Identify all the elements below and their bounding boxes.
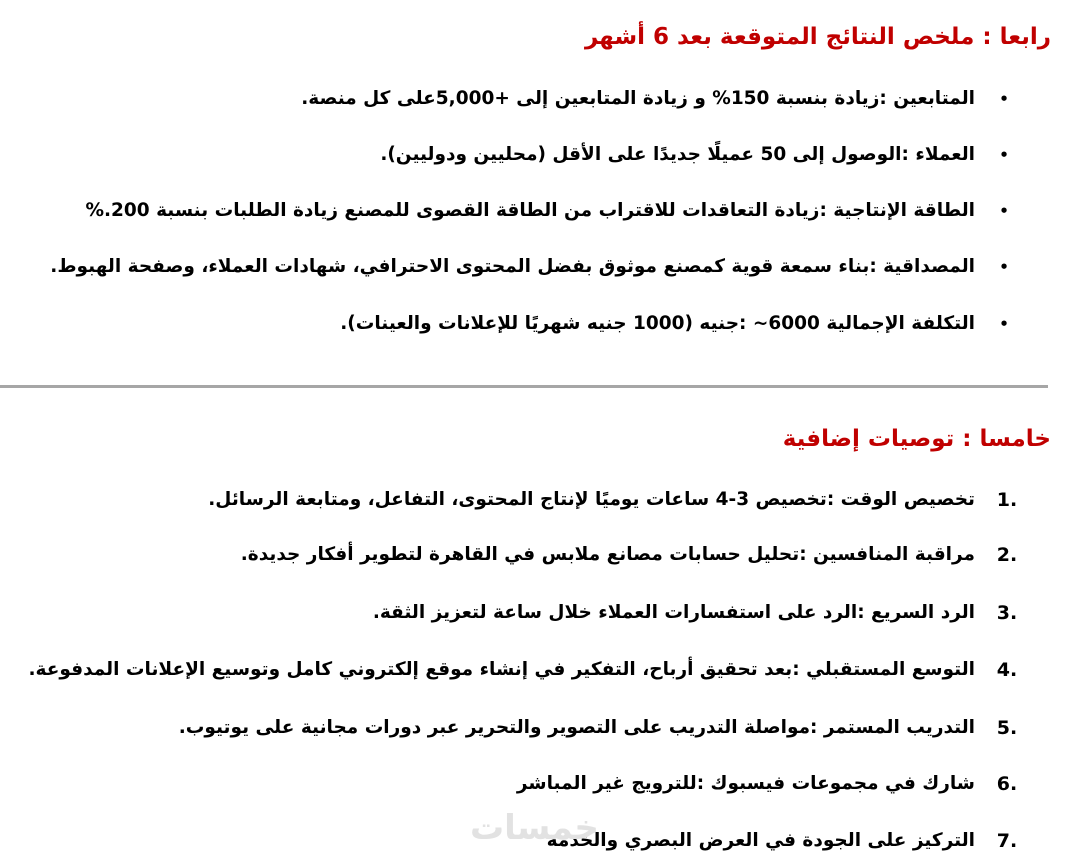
numbered-item bbox=[40, 771, 1018, 797]
section-5-heading: خامسا : توصيات إضافية bbox=[782, 426, 1051, 452]
numbered-item bbox=[40, 487, 1018, 513]
list-item-text: المصداقية :بناء سمعة قوية كمصنع موثوق بفضل المحتوى الاحترافي، شهادات العملاء، وصفحة الهبوط. bbox=[50, 256, 975, 277]
bullet-marker: • bbox=[999, 202, 1009, 220]
numbered-item-text: شارك في مجموعات فيسبوك :للترويج غير المباشر bbox=[516, 773, 975, 794]
item-number: 7. bbox=[996, 830, 1018, 852]
item-number: 2. bbox=[996, 544, 1018, 566]
list-item-text: الطاقة الإنتاجية :زيادة التعاقدات للاقتراب من الطاقة القصوى للمصنع زيادة الطلبات بنسبة 200.% bbox=[85, 200, 975, 221]
numbered-item-text: تخصيص الوقت :تخصيص 3-4 ساعات يوميًا لإنتاج المحتوى، التفاعل، ومتابعة الرسائل. bbox=[208, 489, 975, 510]
list-item-text: المتابعين :زيادة بنسبة 150% و زيادة المتابعين إلى +5,000على كل منصة. bbox=[301, 88, 975, 109]
numbered-item-text: الرد السريع :الرد على استفسارات العملاء خلال ساعة لتعزيز الثقة. bbox=[372, 602, 975, 623]
bullet-marker: • bbox=[999, 90, 1009, 108]
numbered-item bbox=[28, 657, 1018, 683]
numbered-item bbox=[40, 600, 1018, 626]
section-4-heading: رابعا : ملخص النتائج المتوقعة بعد 6 أشهر bbox=[584, 24, 1051, 50]
item-number: 1. bbox=[996, 489, 1018, 511]
item-number: 5. bbox=[996, 717, 1018, 739]
item-number: 4. bbox=[996, 659, 1018, 681]
list-item bbox=[40, 86, 1011, 112]
numbered-item bbox=[40, 542, 1018, 568]
section-divider bbox=[0, 385, 1048, 388]
list-item-text: العملاء :الوصول إلى 50 عميلًا جديدًا على الأقل (محليين ودوليين). bbox=[380, 144, 975, 165]
watermark-logo: خمسات bbox=[470, 808, 599, 848]
list-item bbox=[40, 311, 1011, 337]
numbered-item-text: التدريب المستمر :مواصلة التدريب على التصوير والتحرير عبر دورات مجانية على يوتيوب. bbox=[178, 717, 975, 738]
bullet-marker: • bbox=[999, 146, 1009, 164]
bullet-marker: • bbox=[999, 315, 1009, 333]
numbered-item-text: التركيز على الجودة في العرض البصري والخدمة bbox=[546, 830, 975, 851]
numbered-item-text: مراقبة المنافسين :تحليل حسابات مصانع ملابس في القاهرة لتطوير أفكار جديدة. bbox=[240, 544, 975, 565]
item-number: 3. bbox=[996, 602, 1018, 624]
list-item bbox=[40, 254, 1011, 280]
bullet-marker: • bbox=[999, 258, 1009, 276]
numbered-item-text: التوسع المستقبلي :بعد تحقيق أرباح، التفكير في إنشاء موقع إلكتروني كامل وتوسيع الإعلانات المدفوعة. bbox=[28, 659, 975, 680]
list-item-text: التكلفة الإجمالية 6000~ :جنيه (1000 جنيه شهريًا للإعلانات والعينات). bbox=[340, 313, 975, 334]
numbered-item bbox=[40, 715, 1018, 741]
list-item bbox=[40, 142, 1011, 168]
item-number: 6. bbox=[996, 773, 1018, 795]
list-item bbox=[40, 198, 1011, 224]
